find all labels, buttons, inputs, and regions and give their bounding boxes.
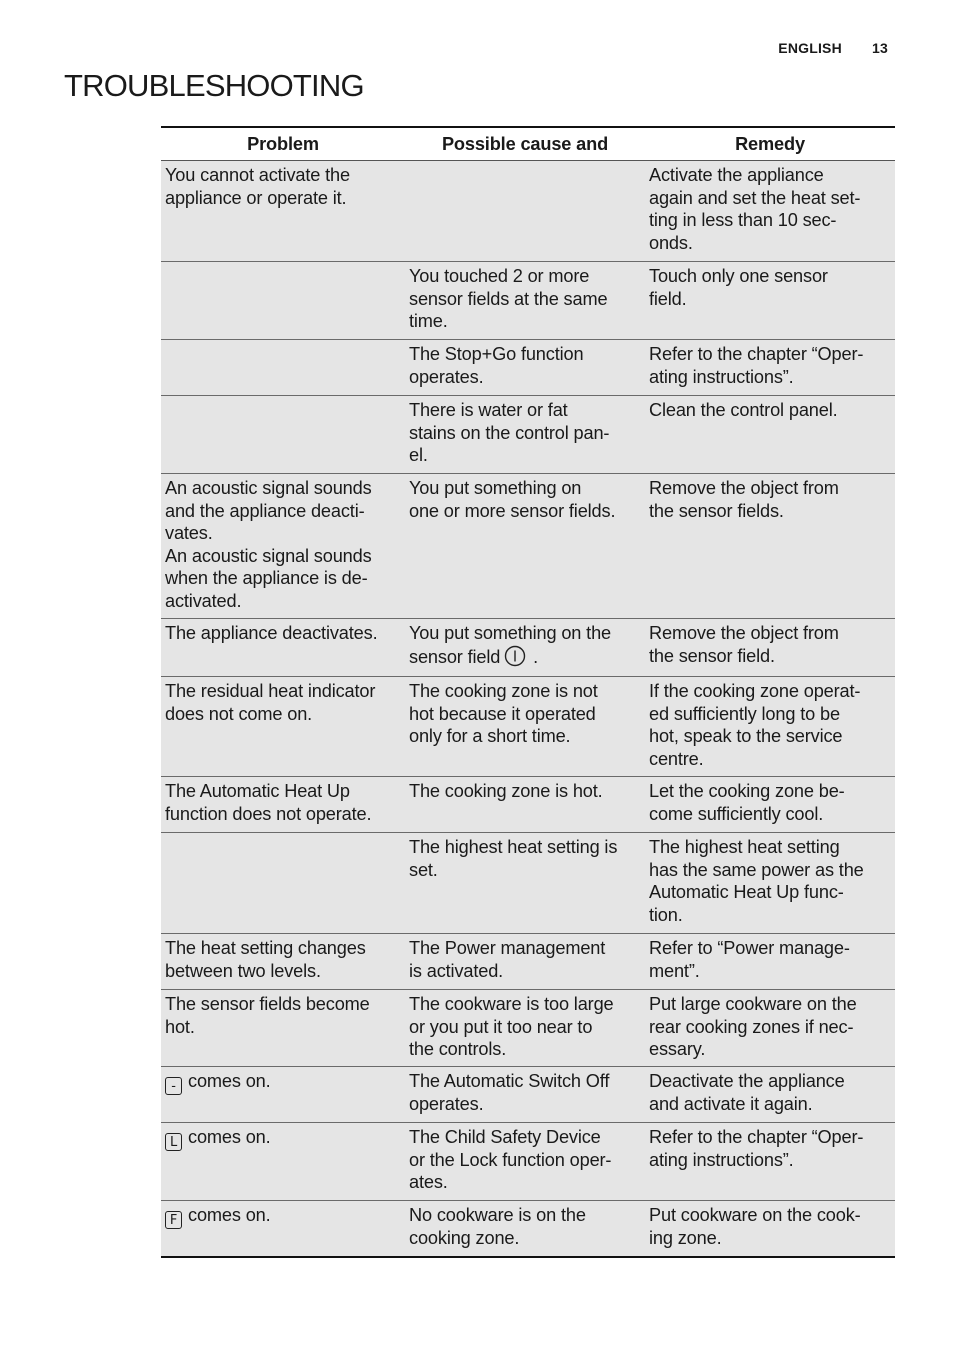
problem-cell [161,777,405,833]
remedy-cell [645,396,895,474]
problem-cell [161,1123,405,1201]
problem-cell [161,396,405,474]
remedy-text: Remove the object from the sensor fields. [649,478,839,521]
cause-cell [405,777,645,833]
cause-text: The cookware is too large or you put it too near to the controls. [409,994,614,1059]
language-label: ENGLISH [778,40,842,56]
table-row [161,833,895,934]
cause-cell [405,934,645,990]
problem-text: You cannot activate the appliance or operate it. [165,165,350,208]
problem-cell [161,340,405,396]
cause-text: The cooking zone is not hot because it operated only for a short time. [409,681,598,746]
remedy-text: Refer to the chapter “Oper- ating instructions”. [649,1127,864,1170]
remedy-text: Deactivate the appliance and activate it again. [649,1071,845,1114]
remedy-text: Let the cooking zone be- come sufficiently cool. [649,781,845,824]
display-symbol-icon: - [165,1077,182,1095]
cause-text: The Stop+Go function operates. [409,344,584,387]
table-header-row [161,127,895,161]
cause-text: You put something on one or more sensor fields. [409,478,616,521]
cause-text: The Child Safety Device or the Lock function oper- ates. [409,1127,612,1192]
cause-cell [405,619,645,677]
table-row [161,474,895,619]
problem-text: The appliance deactivates. [165,623,378,643]
table-row [161,1067,895,1123]
problem-text: comes on. [188,1127,271,1147]
table-row [161,990,895,1067]
remedy-text: Put large cookware on the rear cooking zones if nec- essary. [649,994,857,1059]
problem-cell [161,619,405,677]
problem-text: The residual heat indicator does not come on. [165,681,376,724]
remedy-cell [645,990,895,1067]
cause-text: The Power management is activated. [409,938,606,981]
display-symbol-icon: F [165,1211,182,1229]
cause-text: The Automatic Switch Off operates. [409,1071,610,1114]
remedy-cell [645,161,895,262]
cause-cell [405,990,645,1067]
remedy-text: Touch only one sensor field. [649,266,828,309]
remedy-cell [645,619,895,677]
problem-cell [161,262,405,340]
remedy-text: Refer to the chapter “Oper- ating instructions”. [649,344,864,387]
page-header [778,40,888,56]
cause-cell [405,833,645,934]
on-off-icon [504,645,526,667]
cause-cell [405,1201,645,1257]
problem-cell [161,1067,405,1123]
remedy-cell [645,833,895,934]
column-header-problem: Problem [161,127,405,161]
remedy-cell [645,677,895,777]
problem-text: The Automatic Heat Up function does not operate. [165,781,372,824]
remedy-text: Activate the appliance again and set the heat set- ting in less than 10 sec- onds. [649,165,861,253]
remedy-text: Put cookware on the cook- ing zone. [649,1205,861,1248]
cause-cell [405,396,645,474]
remedy-cell [645,1123,895,1201]
cause-text: No cookware is on the cooking zone. [409,1205,586,1248]
page-number: 13 [872,40,888,56]
problem-cell [161,833,405,934]
cause-text: There is water or fat stains on the control pan- el. [409,400,610,465]
problem-text: comes on. [188,1205,271,1225]
cause-cell [405,340,645,396]
cause-suffix: . [528,646,539,667]
table-row [161,396,895,474]
remedy-cell [645,262,895,340]
troubleshooting-table [161,126,895,1258]
cause-cell [405,161,645,262]
remedy-text: The highest heat setting has the same power as the Automatic Heat Up func- tion. [649,837,864,925]
table-row [161,262,895,340]
cause-text: The highest heat setting is set. [409,837,618,880]
display-symbol-icon: L [165,1133,182,1151]
cause-text: You touched 2 or more sensor fields at the same time. [409,266,608,331]
table-row [161,619,895,677]
table-row [161,777,895,833]
cause-cell [405,1067,645,1123]
table-row [161,677,895,777]
cause-cell [405,474,645,619]
problem-cell [161,1201,405,1257]
remedy-cell [645,1067,895,1123]
remedy-text: Refer to “Power manage- ment”. [649,938,850,981]
cause-text: The cooking zone is hot. [409,781,603,801]
table-row [161,1201,895,1257]
remedy-cell [645,1201,895,1257]
cause-cell [405,262,645,340]
cause-cell [405,1123,645,1201]
problem-cell [161,934,405,990]
remedy-cell [645,340,895,396]
page-title: TROUBLESHOOTING [64,68,364,103]
column-header-cause: Possible cause and [405,127,645,161]
problem-cell [161,990,405,1067]
cause-cell [405,677,645,777]
table-row [161,1123,895,1201]
problem-cell [161,161,405,262]
remedy-cell [645,934,895,990]
remedy-cell [645,474,895,619]
table-row [161,934,895,990]
remedy-cell [645,777,895,833]
table-body [161,161,895,1257]
table-row [161,340,895,396]
remedy-text: Remove the object from the sensor field. [649,623,839,666]
problem-text: comes on. [188,1071,271,1091]
remedy-text: Clean the control panel. [649,400,838,420]
problem-text: The sensor fields become hot. [165,994,370,1037]
problem-cell [161,677,405,777]
problem-text: An acoustic signal sounds and the appliance deacti- vates. An acoustic signal sounds when the appliance is de- activated. [165,478,372,611]
remedy-text: If the cooking zone operat- ed sufficiently long to be hot, speak to the service centre. [649,681,861,769]
problem-cell [161,474,405,619]
cause-text: You put something on the sensor field [409,623,612,667]
column-header-remedy: Remedy [645,127,895,161]
problem-text: The heat setting changes between two levels. [165,938,366,981]
table-row [161,161,895,262]
